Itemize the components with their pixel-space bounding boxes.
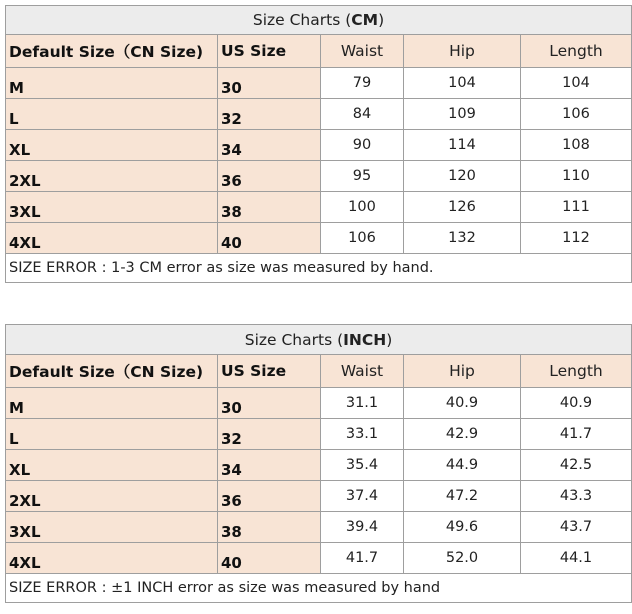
hip-cell: 52.0 xyxy=(404,543,521,574)
length-cell: 108 xyxy=(521,130,632,161)
length-cell: 104 xyxy=(521,68,632,99)
table-row xyxy=(6,68,632,99)
inch-header-default-size: Default Size（CN Size) xyxy=(6,355,218,388)
cm-header-default-size: Default Size（CN Size) xyxy=(6,35,218,68)
hip-cell: 47.2 xyxy=(404,481,521,512)
size-cell: M xyxy=(6,388,218,419)
us-size-cell: 32 xyxy=(218,99,321,130)
size-cell: 3XL xyxy=(6,512,218,543)
waist-cell: 35.4 xyxy=(321,450,404,481)
table-row xyxy=(6,543,632,574)
length-cell: 41.7 xyxy=(521,419,632,450)
table-row xyxy=(6,192,632,223)
size-cell: 2XL xyxy=(6,161,218,192)
waist-cell: 100 xyxy=(321,192,404,223)
hip-cell: 104 xyxy=(404,68,521,99)
us-size-cell: 34 xyxy=(218,130,321,161)
length-cell: 43.3 xyxy=(521,481,632,512)
hip-cell: 49.6 xyxy=(404,512,521,543)
hip-cell: 42.9 xyxy=(404,419,521,450)
inch-size-error-note: SIZE ERROR : ±1 INCH error as size was measured by hand xyxy=(6,574,632,603)
hip-cell: 126 xyxy=(404,192,521,223)
us-size-cell: 36 xyxy=(218,481,321,512)
us-size-cell: 40 xyxy=(218,543,321,574)
size-cell: 3XL xyxy=(6,192,218,223)
length-cell: 110 xyxy=(521,161,632,192)
size-cell: XL xyxy=(6,450,218,481)
waist-cell: 41.7 xyxy=(321,543,404,574)
length-cell: 40.9 xyxy=(521,388,632,419)
inch-table-title xyxy=(6,325,632,355)
hip-cell: 132 xyxy=(404,223,521,254)
table-row xyxy=(6,99,632,130)
size-cell: 4XL xyxy=(6,543,218,574)
table-row xyxy=(6,161,632,192)
table-row xyxy=(6,419,632,450)
us-size-cell: 32 xyxy=(218,419,321,450)
size-cell: XL xyxy=(6,130,218,161)
waist-cell: 39.4 xyxy=(321,512,404,543)
cm-title-prefix: Size Charts ( xyxy=(252,11,352,29)
waist-cell: 37.4 xyxy=(321,481,404,512)
us-size-cell: 30 xyxy=(218,388,321,419)
cm-header-hip: Hip xyxy=(404,35,521,68)
cm-table-title xyxy=(6,6,632,35)
length-cell: 42.5 xyxy=(521,450,632,481)
length-cell: 111 xyxy=(521,192,632,223)
cm-header-length: Length xyxy=(521,35,632,68)
hip-cell: 120 xyxy=(404,161,521,192)
hip-cell: 44.9 xyxy=(404,450,521,481)
us-size-cell: 34 xyxy=(218,450,321,481)
us-size-cell: 38 xyxy=(218,512,321,543)
inch-header-waist: Waist xyxy=(321,355,404,388)
size-cell: M xyxy=(6,68,218,99)
cm-header-row xyxy=(6,35,632,68)
length-cell: 106 xyxy=(521,99,632,130)
hip-cell: 40.9 xyxy=(404,388,521,419)
cm-size-error-note: SIZE ERROR : 1-3 CM error as size was measured by hand. xyxy=(6,254,632,283)
us-size-cell: 30 xyxy=(218,68,321,99)
us-size-cell: 40 xyxy=(218,223,321,254)
table-row xyxy=(6,481,632,512)
size-cell: 4XL xyxy=(6,223,218,254)
cm-header-us-size: US Size xyxy=(218,35,321,68)
waist-cell: 95 xyxy=(321,161,404,192)
waist-cell: 106 xyxy=(321,223,404,254)
table-row xyxy=(6,512,632,543)
us-size-cell: 38 xyxy=(218,192,321,223)
table-row xyxy=(6,388,632,419)
table-row xyxy=(6,130,632,161)
size-chart-inch-table xyxy=(5,324,632,603)
waist-cell: 84 xyxy=(321,99,404,130)
waist-cell: 90 xyxy=(321,130,404,161)
inch-header-hip: Hip xyxy=(404,355,521,388)
waist-cell: 31.1 xyxy=(321,388,404,419)
us-size-cell: 36 xyxy=(218,161,321,192)
size-chart-cm-table xyxy=(5,5,632,283)
hip-cell: 109 xyxy=(404,99,521,130)
cm-title-suffix: ) xyxy=(378,11,385,29)
size-cell: L xyxy=(6,99,218,130)
table-row xyxy=(6,223,632,254)
cm-header-waist: Waist xyxy=(321,35,404,68)
size-cell: L xyxy=(6,419,218,450)
length-cell: 43.7 xyxy=(521,512,632,543)
length-cell: 112 xyxy=(521,223,632,254)
inch-title-suffix: ) xyxy=(386,330,393,349)
waist-cell: 79 xyxy=(321,68,404,99)
inch-header-us-size: US Size xyxy=(218,355,321,388)
inch-title-prefix: Size Charts ( xyxy=(244,330,344,349)
waist-cell: 33.1 xyxy=(321,419,404,450)
inch-header-length: Length xyxy=(521,355,632,388)
table-row xyxy=(6,450,632,481)
length-cell: 44.1 xyxy=(521,543,632,574)
inch-header-row xyxy=(6,355,632,388)
cm-title-unit: CM xyxy=(351,11,379,29)
hip-cell: 114 xyxy=(404,130,521,161)
inch-title-unit: INCH xyxy=(343,330,387,349)
size-cell: 2XL xyxy=(6,481,218,512)
